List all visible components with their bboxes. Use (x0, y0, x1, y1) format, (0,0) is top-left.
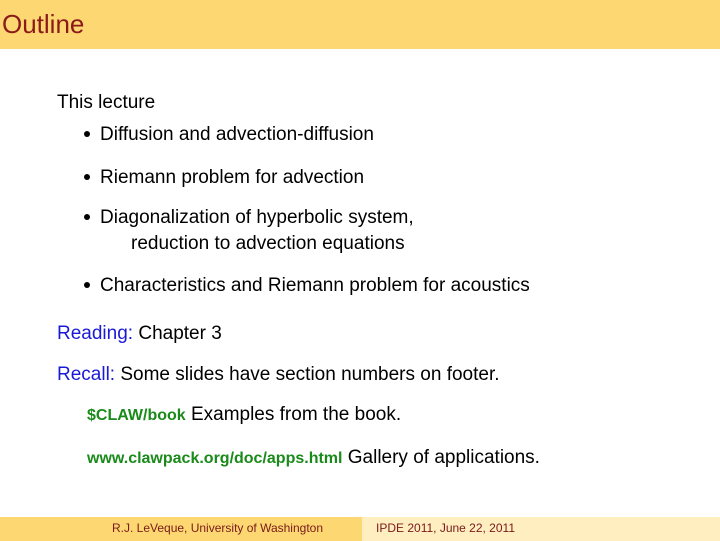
bullet-dot (84, 214, 90, 220)
bullet-item: Diffusion and advection-diffusion (100, 124, 374, 145)
link-description: Examples from the book. (190, 404, 402, 425)
link-line (87, 447, 540, 469)
reading-label: Reading: (57, 323, 134, 344)
url-link[interactable]: www.clawpack.org/doc/apps.html (87, 450, 343, 467)
reading-text: Chapter 3 (138, 323, 222, 344)
section-heading: This lecture (57, 92, 156, 113)
footer-event: IPDE 2011, June 22, 2011 (376, 521, 515, 535)
link-line (87, 404, 401, 426)
bullet-item-continuation: reduction to advection equations (131, 233, 405, 254)
bullet-item: Diagonalization of hyperbolic system, (100, 207, 414, 228)
slide-footer (0, 517, 720, 541)
code-path-link[interactable]: $CLAW/book (87, 407, 186, 424)
recall-text: Some slides have section numbers on footer. (120, 364, 500, 385)
footer-right-panel (362, 517, 720, 541)
link-description: Gallery of applications. (347, 447, 540, 468)
recall-line (57, 364, 500, 386)
bullet-dot (84, 131, 90, 137)
recall-label: Recall: (57, 364, 116, 385)
bullet-item: Characteristics and Riemann problem for acoustics (100, 275, 530, 296)
bullet-dot (84, 174, 90, 180)
bullet-item: Riemann problem for advection (100, 167, 365, 188)
slide-header (0, 0, 720, 49)
slide-title: Outline (2, 9, 85, 39)
footer-author: R.J. LeVeque, University of Washington (112, 521, 323, 535)
bullet-dot (84, 282, 90, 288)
reading-line (57, 323, 222, 345)
